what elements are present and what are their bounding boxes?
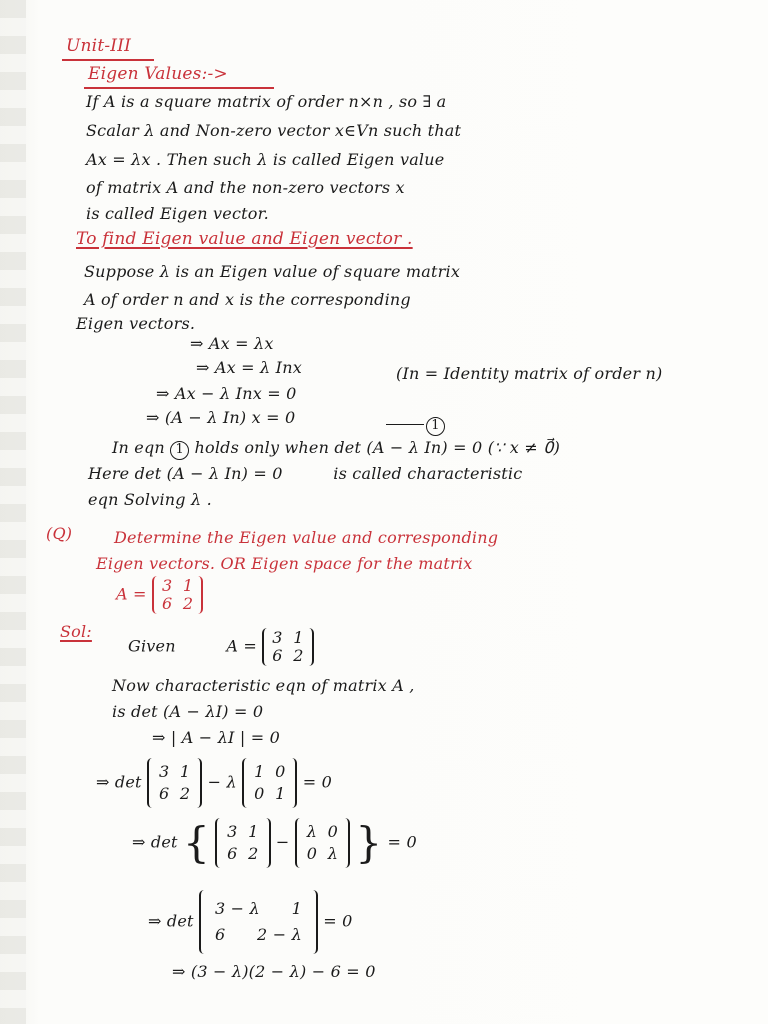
matrix-cell: 2 [248, 844, 259, 863]
matrix-cell: 1 [254, 762, 265, 781]
matrix-cell: 1 [275, 784, 286, 803]
final-step: ⇒ (3 − λ)(2 − λ) − 6 = 0 [172, 962, 376, 981]
matrix-row [254, 761, 285, 783]
characteristic-line [88, 464, 522, 483]
is-line: is det (A − λI) = 0 [112, 702, 264, 721]
suppose-line: A of order n and x is the corresponding [84, 290, 411, 309]
step3-det-matrix [199, 890, 318, 954]
given-matrix [262, 628, 313, 666]
heading-underline [84, 87, 274, 89]
matrix-cell: 3 [272, 628, 283, 647]
matrix-cell: 0 [327, 822, 339, 841]
matrix-row [215, 922, 302, 948]
unit-title: Unit-III [66, 36, 132, 56]
given-a-label: A = [226, 636, 257, 656]
matrix-cell: 6 [158, 784, 170, 803]
eq-holds-suffix: holds only when det (A − λ In) = 0 (∵ x ≠ 0⃗) [194, 438, 561, 457]
matrix-cell: 6 [214, 925, 226, 944]
matrix-row [272, 629, 303, 647]
matrix-cell: 1 [182, 576, 194, 595]
derivation-step: ⇒ Ax = λ Inx [196, 358, 302, 377]
definition-line: is called Eigen vector. [86, 204, 269, 223]
char-prefix: Here det (A − λ In) = 0 [88, 464, 283, 483]
unit-underline [62, 59, 154, 61]
eq-holds-line [112, 438, 560, 460]
matrix-row [159, 783, 190, 805]
open-brace: { [182, 818, 210, 867]
given-label: Given [128, 636, 176, 656]
matrix-row [227, 843, 258, 865]
matrix-cell: 6 [272, 646, 283, 665]
derivation-step: ⇒ Ax − λ Inx = 0 [156, 384, 297, 403]
step2-prefix: ⇒ det [132, 832, 178, 852]
step2-matrix-a [215, 818, 270, 868]
matrix-cell: 1 [179, 762, 191, 781]
matrix-row [272, 647, 303, 665]
section-heading: Eigen Values:-> [88, 64, 228, 84]
matrix-row [159, 761, 190, 783]
question-tag: (Q) [46, 524, 73, 543]
definition-line: Scalar λ and Non-zero vector x∈Vn such that [86, 121, 462, 140]
matrix-cell: 3 [227, 822, 238, 841]
matrix-cell: λ [327, 844, 339, 863]
step1-prefix: ⇒ det [96, 772, 142, 792]
matrix-cell: 6 [227, 844, 238, 863]
step2-eq: = 0 [387, 832, 417, 852]
matrix-row [307, 821, 338, 843]
matrix-row [215, 896, 302, 922]
abs-line: ⇒ | A − λI | = 0 [152, 728, 280, 747]
derivation-step: ⇒ (A − λ In) x = 0 [146, 408, 296, 427]
derivation-step: ⇒ Ax = λx [190, 334, 274, 353]
step1-eq: = 0 [302, 772, 333, 792]
equation-label [384, 414, 445, 436]
matrix-cell: λ [306, 822, 318, 841]
step-1 [96, 758, 332, 808]
matrix-cell: 2 [293, 646, 304, 665]
matrix-cell: 2 − λ [257, 925, 302, 944]
matrix-row [254, 783, 285, 805]
char-suffix: is called characteristic [333, 464, 523, 483]
matrix-cell: 1 [248, 822, 259, 841]
question-matrix-body [152, 576, 203, 614]
step1-matrix-a [147, 758, 202, 808]
question-line: Eigen vectors. OR Eigen space for the matrix [96, 554, 473, 573]
definition-line: of matrix A and the non-zero vectors x [86, 178, 405, 197]
step2-lambda-matrix [295, 818, 350, 868]
given-line [128, 628, 314, 666]
solution-tag: Sol: [60, 622, 92, 641]
question-matrix-label: A = [116, 584, 147, 604]
matrix-cell: 3 [161, 576, 173, 595]
matrix-cell: 3 [158, 762, 170, 781]
arrow-line [386, 424, 424, 425]
question-matrix [116, 576, 203, 614]
matrix-cell: 0 [254, 784, 265, 803]
matrix-row [307, 843, 338, 865]
characteristic-line-2: eqn Solving λ . [88, 490, 212, 509]
equation-number: 1 [426, 417, 445, 436]
definition-line: If A is a square matrix of order n×n , so ∃ a [86, 92, 447, 111]
matrix-cell: 6 [161, 594, 173, 613]
matrix-cell: 2 [179, 784, 191, 803]
matrix-cell: 0 [306, 844, 318, 863]
step-2 [132, 818, 417, 868]
matrix-row [162, 595, 193, 613]
matrix-row [227, 821, 258, 843]
find-heading: To find Eigen value and Eigen vector . [76, 229, 413, 249]
matrix-cell: 1 [293, 628, 304, 647]
step2-minus: − [275, 832, 290, 852]
identity-note: (In = Identity matrix of order n) [396, 364, 663, 383]
suppose-line: Eigen vectors. [76, 314, 196, 333]
matrix-cell: 1 [291, 899, 302, 918]
matrix-cell: 2 [182, 594, 194, 613]
notebook-binding [0, 0, 26, 1024]
suppose-line: Suppose λ is an Eigen value of square matrix [84, 262, 461, 281]
eq-holds-number: 1 [170, 441, 189, 460]
eq-holds-prefix: In eqn [112, 438, 165, 457]
close-brace: } [355, 818, 383, 867]
step-3 [148, 890, 353, 954]
step3-eq: = 0 [323, 911, 353, 931]
question-line: Determine the Eigen value and corresponding [114, 528, 499, 547]
matrix-row [162, 577, 193, 595]
step1-mid: − λ [207, 772, 237, 792]
step3-prefix: ⇒ det [148, 911, 194, 931]
matrix-cell: 3 − λ [214, 899, 260, 918]
definition-line: Ax = λx . Then such λ is called Eigen value [86, 150, 445, 169]
matrix-cell: 0 [275, 762, 286, 781]
step1-identity [242, 758, 297, 808]
now-line: Now characteristic eqn of matrix A , [112, 676, 415, 695]
